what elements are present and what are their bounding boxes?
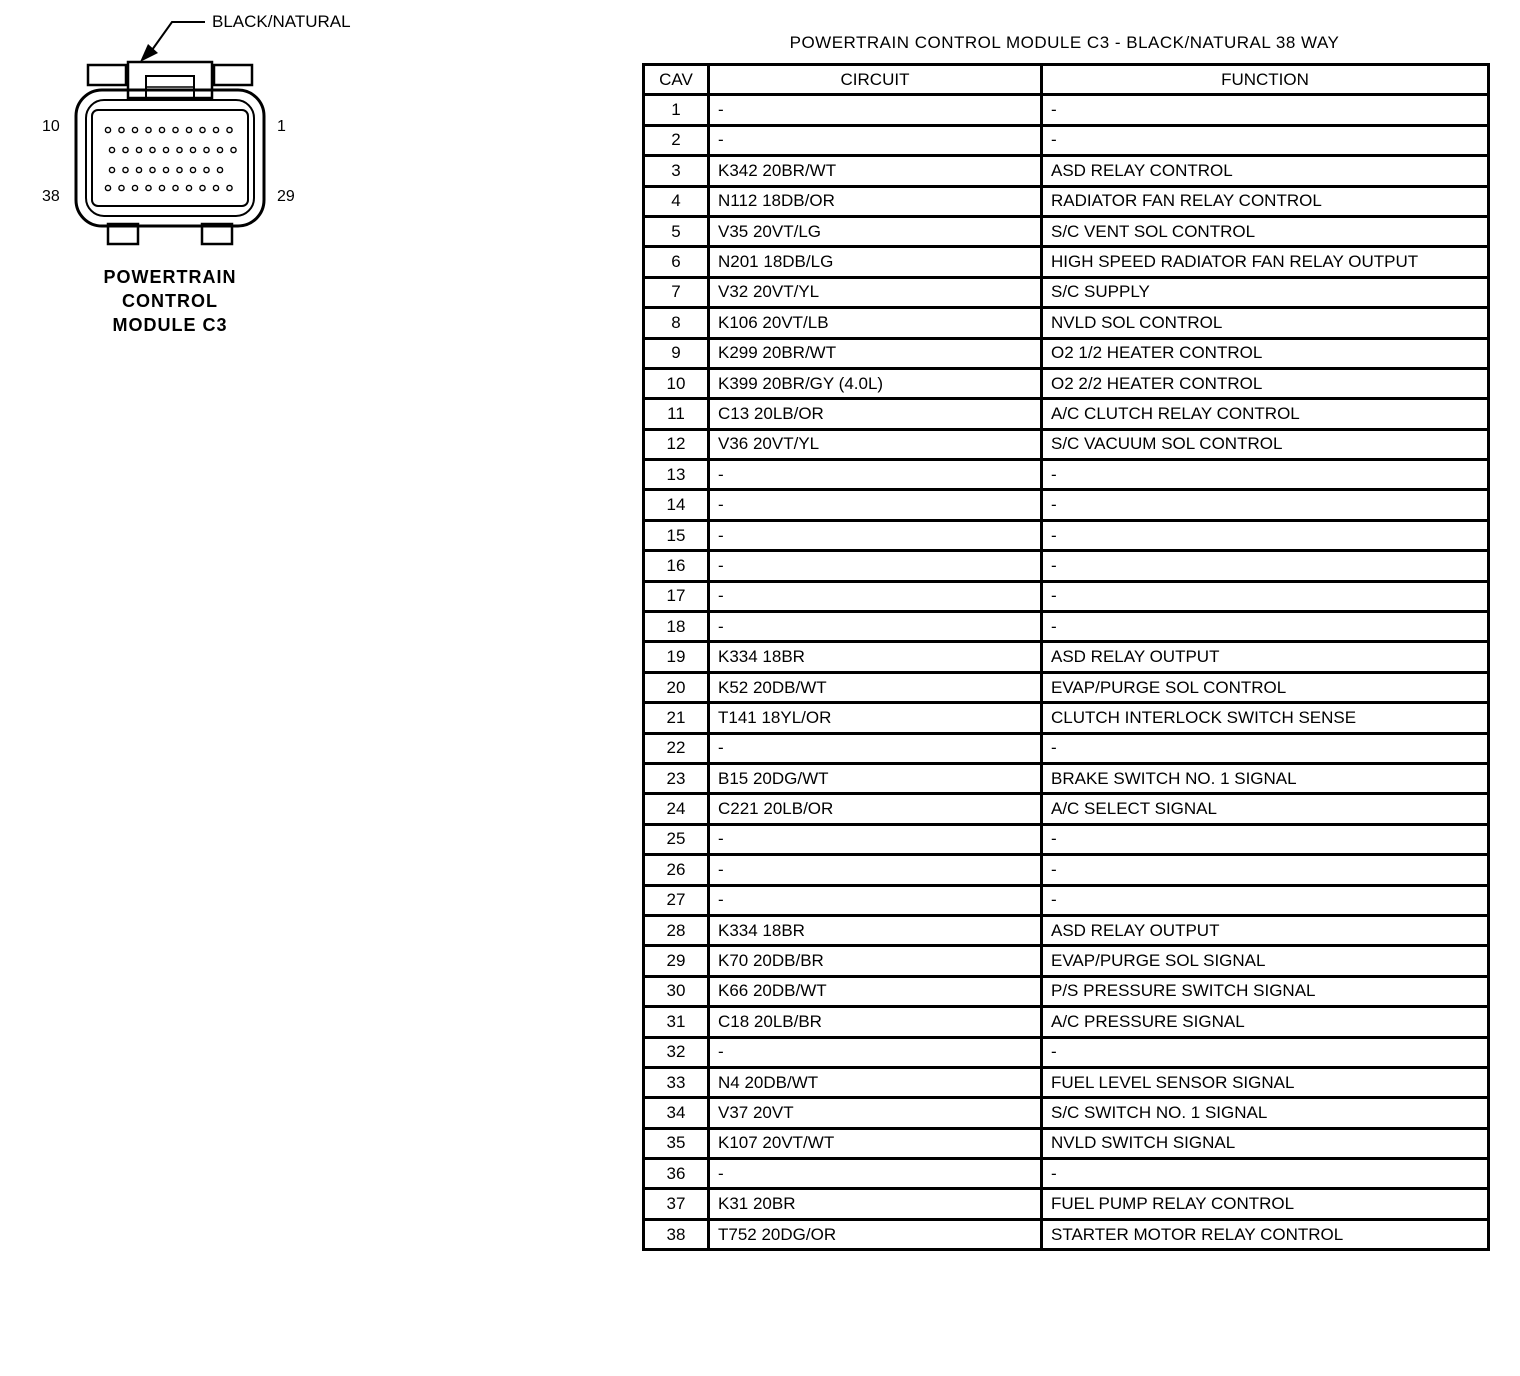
table-row [644, 308, 1489, 338]
pin-hole [105, 185, 110, 190]
pin-hole [150, 167, 155, 172]
latch-left-tab [88, 65, 126, 85]
pin-hole [146, 185, 151, 190]
circuit-cell: K299 20BR/WT [709, 338, 1042, 368]
pin-hole [190, 147, 195, 152]
cav-cell: 30 [644, 976, 709, 1006]
function-cell: EVAP/PURGE SOL SIGNAL [1042, 946, 1489, 976]
cav-cell: 26 [644, 855, 709, 885]
table-row [644, 156, 1489, 186]
cav-cell: 25 [644, 824, 709, 854]
function-cell: - [1042, 95, 1489, 125]
callout-leader-line [152, 22, 205, 50]
cav-cell: 5 [644, 216, 709, 246]
connector-body-inner [86, 100, 254, 216]
cav-cell: 7 [644, 277, 709, 307]
function-cell: BRAKE SWITCH NO. 1 SIGNAL [1042, 763, 1489, 793]
pin-hole [159, 127, 164, 132]
pin-label-top-right: 1 [277, 118, 286, 135]
function-cell: - [1042, 855, 1489, 885]
cav-cell: 36 [644, 1159, 709, 1189]
cav-cell: 4 [644, 186, 709, 216]
table-title: POWERTRAIN CONTROL MODULE C3 - BLACK/NATURAL 38 WAY [789, 33, 1340, 52]
cav-cell: 12 [644, 429, 709, 459]
pin-hole [150, 147, 155, 152]
table-row [644, 338, 1489, 368]
pin-hole [177, 147, 182, 152]
function-cell: - [1042, 1037, 1489, 1067]
connector-name-line-2: CONTROL [122, 291, 218, 311]
function-cell: NVLD SWITCH SIGNAL [1042, 1128, 1489, 1158]
circuit-cell: - [709, 885, 1042, 915]
circuit-cell: - [709, 551, 1042, 581]
latch-center [128, 62, 212, 98]
pin-hole [163, 147, 168, 152]
circuit-cell: C221 20LB/OR [709, 794, 1042, 824]
pin-hole [217, 147, 222, 152]
circuit-cell: - [709, 520, 1042, 550]
cav-cell: 18 [644, 612, 709, 642]
circuit-cell: - [709, 95, 1042, 125]
cav-cell: 37 [644, 1189, 709, 1219]
cav-cell: 14 [644, 490, 709, 520]
function-cell: ASD RELAY OUTPUT [1042, 915, 1489, 945]
cav-cell: 8 [644, 308, 709, 338]
pin-hole [123, 167, 128, 172]
pin-hole [119, 127, 124, 132]
pin-hole-grid [105, 127, 236, 190]
function-cell: A/C PRESSURE SIGNAL [1042, 1007, 1489, 1037]
connector-diagram [0, 0, 360, 360]
cav-cell: 11 [644, 399, 709, 429]
function-cell: - [1042, 551, 1489, 581]
function-cell: FUEL PUMP RELAY CONTROL [1042, 1189, 1489, 1219]
cav-cell: 20 [644, 672, 709, 702]
table-row [644, 642, 1489, 672]
circuit-cell: K334 18BR [709, 642, 1042, 672]
table-row [644, 247, 1489, 277]
function-cell: - [1042, 520, 1489, 550]
cav-cell: 1 [644, 95, 709, 125]
cav-cell: 3 [644, 156, 709, 186]
table-row [644, 976, 1489, 1006]
table-row [644, 186, 1489, 216]
pin-hole [119, 185, 124, 190]
header-function: FUNCTION [1042, 65, 1489, 95]
function-cell: CLUTCH INTERLOCK SWITCH SENSE [1042, 703, 1489, 733]
pin-label-bottom-right: 29 [277, 188, 295, 205]
pin-hole [173, 127, 178, 132]
pin-hole [136, 167, 141, 172]
table-row [644, 855, 1489, 885]
table-row [644, 125, 1489, 155]
connector-name-line-3: MODULE C3 [112, 315, 228, 335]
circuit-cell: - [709, 1159, 1042, 1189]
function-cell: EVAP/PURGE SOL CONTROL [1042, 672, 1489, 702]
pin-hole [204, 167, 209, 172]
cav-cell: 19 [644, 642, 709, 672]
pin-hole [109, 147, 114, 152]
circuit-cell: - [709, 855, 1042, 885]
table-row [644, 429, 1489, 459]
circuit-cell: - [709, 125, 1042, 155]
function-cell: O2 1/2 HEATER CONTROL [1042, 338, 1489, 368]
cav-cell: 23 [644, 763, 709, 793]
function-cell: - [1042, 1159, 1489, 1189]
connector-name-line-1: POWERTRAIN [103, 267, 237, 287]
pin-hole [136, 147, 141, 152]
function-cell: - [1042, 824, 1489, 854]
pin-hole [200, 185, 205, 190]
function-cell: S/C VACUUM SOL CONTROL [1042, 429, 1489, 459]
cav-cell: 10 [644, 368, 709, 398]
function-cell: S/C SWITCH NO. 1 SIGNAL [1042, 1098, 1489, 1128]
connector-name [80, 265, 260, 337]
pin-hole [213, 127, 218, 132]
function-cell: S/C VENT SOL CONTROL [1042, 216, 1489, 246]
circuit-cell: - [709, 612, 1042, 642]
cav-cell: 22 [644, 733, 709, 763]
circuit-cell: K107 20VT/WT [709, 1128, 1042, 1158]
circuit-cell: K52 20DB/WT [709, 672, 1042, 702]
circuit-cell: K106 20VT/LB [709, 308, 1042, 338]
table-row [644, 946, 1489, 976]
circuit-cell: N4 20DB/WT [709, 1067, 1042, 1097]
table-row [644, 763, 1489, 793]
table-row [644, 368, 1489, 398]
table-row [644, 885, 1489, 915]
cav-cell: 31 [644, 1007, 709, 1037]
table-row [644, 95, 1489, 125]
circuit-cell: B15 20DG/WT [709, 763, 1042, 793]
pin-hole [163, 167, 168, 172]
circuit-cell: N201 18DB/LG [709, 247, 1042, 277]
table-row [644, 1007, 1489, 1037]
cav-cell: 34 [644, 1098, 709, 1128]
table-row [644, 1098, 1489, 1128]
pin-hole [227, 185, 232, 190]
table-row [644, 520, 1489, 550]
circuit-cell: K66 20DB/WT [709, 976, 1042, 1006]
function-cell: - [1042, 733, 1489, 763]
function-cell: RADIATOR FAN RELAY CONTROL [1042, 186, 1489, 216]
table-row [644, 1037, 1489, 1067]
circuit-cell: V37 20VT [709, 1098, 1042, 1128]
pin-hole [231, 147, 236, 152]
function-cell: FUEL LEVEL SENSOR SIGNAL [1042, 1067, 1489, 1097]
function-cell: ASD RELAY CONTROL [1042, 156, 1489, 186]
table-row [644, 216, 1489, 246]
function-cell: HIGH SPEED RADIATOR FAN RELAY OUTPUT [1042, 247, 1489, 277]
table-row [644, 1067, 1489, 1097]
function-cell: A/C SELECT SIGNAL [1042, 794, 1489, 824]
circuit-cell: N112 18DB/OR [709, 186, 1042, 216]
table-row [644, 612, 1489, 642]
pin-hole [186, 185, 191, 190]
function-cell: NVLD SOL CONTROL [1042, 308, 1489, 338]
function-cell: - [1042, 490, 1489, 520]
circuit-cell: T141 18YL/OR [709, 703, 1042, 733]
table-row [644, 703, 1489, 733]
cav-cell: 27 [644, 885, 709, 915]
function-cell: - [1042, 612, 1489, 642]
cav-cell: 13 [644, 460, 709, 490]
circuit-cell: C18 20LB/BR [709, 1007, 1042, 1037]
table-row [644, 915, 1489, 945]
circuit-cell: - [709, 490, 1042, 520]
cav-cell: 35 [644, 1128, 709, 1158]
pin-label-bottom-left: 38 [42, 188, 60, 205]
header-circuit: CIRCUIT [709, 65, 1042, 95]
circuit-cell: V32 20VT/YL [709, 277, 1042, 307]
pin-hole [217, 167, 222, 172]
cav-cell: 32 [644, 1037, 709, 1067]
pin-hole [132, 185, 137, 190]
pinout-table [642, 63, 1490, 1251]
cav-cell: 15 [644, 520, 709, 550]
table-row [644, 277, 1489, 307]
cav-cell: 24 [644, 794, 709, 824]
circuit-cell: K399 20BR/GY (4.0L) [709, 368, 1042, 398]
pin-hole [146, 127, 151, 132]
table-row [644, 794, 1489, 824]
function-cell: - [1042, 125, 1489, 155]
circuit-cell: K334 18BR [709, 915, 1042, 945]
cav-cell: 29 [644, 946, 709, 976]
function-cell: ASD RELAY OUTPUT [1042, 642, 1489, 672]
circuit-cell: - [709, 460, 1042, 490]
cav-cell: 2 [644, 125, 709, 155]
cav-cell: 33 [644, 1067, 709, 1097]
circuit-cell: C13 20LB/OR [709, 399, 1042, 429]
pin-label-top-left: 10 [42, 118, 60, 135]
table-row [644, 1219, 1489, 1249]
circuit-cell: - [709, 824, 1042, 854]
pin-hole [123, 147, 128, 152]
pin-hole [105, 127, 110, 132]
table-row [644, 460, 1489, 490]
circuit-cell: - [709, 581, 1042, 611]
table-row [644, 490, 1489, 520]
connector-color-callout: BLACK/NATURAL [212, 12, 351, 31]
circuit-cell: V36 20VT/YL [709, 429, 1042, 459]
pin-hole [227, 127, 232, 132]
latch-right-tab [214, 65, 252, 85]
circuit-cell: K342 20BR/WT [709, 156, 1042, 186]
cav-cell: 38 [644, 1219, 709, 1249]
table-row [644, 551, 1489, 581]
circuit-cell: K31 20BR [709, 1189, 1042, 1219]
pin-hole [186, 127, 191, 132]
function-cell: - [1042, 460, 1489, 490]
circuit-cell: T752 20DG/OR [709, 1219, 1042, 1249]
function-cell: - [1042, 885, 1489, 915]
circuit-cell: - [709, 733, 1042, 763]
function-cell: A/C CLUTCH RELAY CONTROL [1042, 399, 1489, 429]
circuit-cell: V35 20VT/LG [709, 216, 1042, 246]
table-row [644, 733, 1489, 763]
function-cell: O2 2/2 HEATER CONTROL [1042, 368, 1489, 398]
pin-hole [213, 185, 218, 190]
cav-cell: 21 [644, 703, 709, 733]
pin-hole [204, 147, 209, 152]
pin-hole [190, 167, 195, 172]
table-row [644, 1159, 1489, 1189]
table-row [644, 1128, 1489, 1158]
pin-hole [173, 185, 178, 190]
pin-hole [200, 127, 205, 132]
table-row [644, 672, 1489, 702]
pin-hole [132, 127, 137, 132]
table-row [644, 399, 1489, 429]
cav-cell: 17 [644, 581, 709, 611]
table-header-row [644, 65, 1489, 95]
header-cav: CAV [644, 65, 709, 95]
function-cell: S/C SUPPLY [1042, 277, 1489, 307]
table-row [644, 1189, 1489, 1219]
pin-hole [159, 185, 164, 190]
cav-cell: 16 [644, 551, 709, 581]
table-row [644, 581, 1489, 611]
function-cell: P/S PRESSURE SWITCH SIGNAL [1042, 976, 1489, 1006]
connector-face [92, 110, 248, 206]
cav-cell: 28 [644, 915, 709, 945]
function-cell: STARTER MOTOR RELAY CONTROL [1042, 1219, 1489, 1249]
table-row [644, 824, 1489, 854]
circuit-cell: K70 20DB/BR [709, 946, 1042, 976]
pin-hole [109, 167, 114, 172]
pin-hole [177, 167, 182, 172]
cav-cell: 9 [644, 338, 709, 368]
cav-cell: 6 [644, 247, 709, 277]
circuit-cell: - [709, 1037, 1042, 1067]
function-cell: - [1042, 581, 1489, 611]
